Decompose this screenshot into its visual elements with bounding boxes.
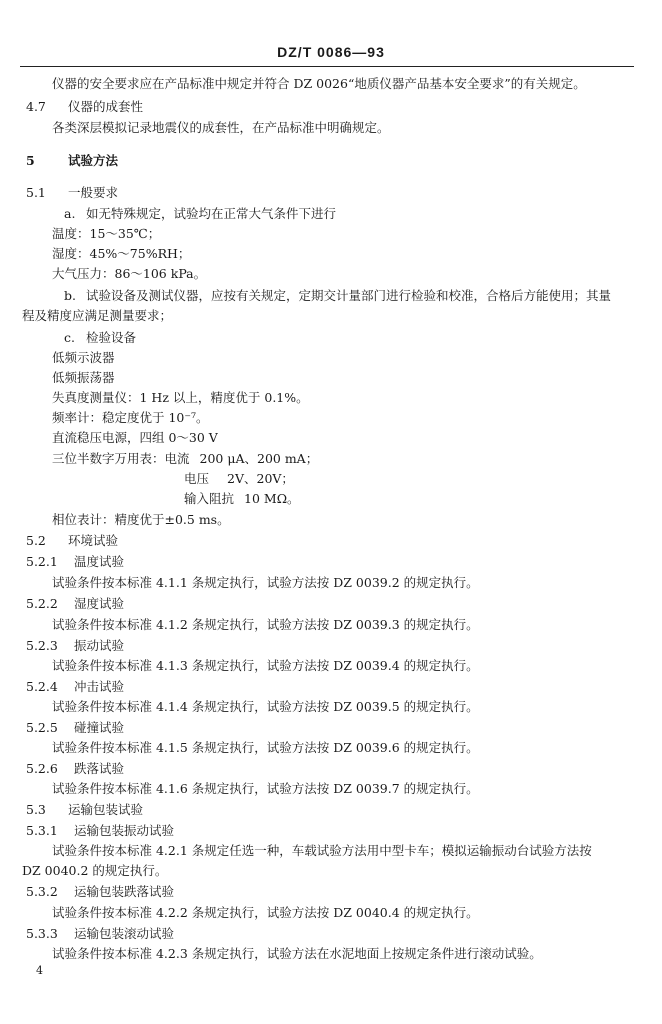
- section-heading-5: [26, 153, 118, 169]
- condition-temperature: 温度：15～35℃；: [52, 226, 161, 241]
- section-title: 环境试验: [68, 533, 119, 548]
- header-rule: [20, 66, 634, 67]
- document-code-header: DZ/T 0086—93: [277, 44, 385, 60]
- list-item-b: [64, 288, 611, 304]
- paragraph-line: 仪器的安全要求应在产品标准中规定并符合 DZ 0026“地质仪器产品基本安全要求”的有关规定。: [52, 76, 586, 91]
- multimeter-current: 200 μA、200 mA；: [199, 451, 319, 466]
- section-number: 5.2.3: [26, 638, 58, 653]
- multimeter-label: 三位半数字万用表：电流: [52, 451, 190, 466]
- section-number: 5.2: [26, 533, 46, 548]
- section-heading-5-3-1: [26, 823, 174, 839]
- section-title: 冲击试验: [74, 679, 125, 694]
- section-number: 5.2.2: [26, 596, 58, 611]
- section-number: 5.3.2: [26, 884, 58, 899]
- list-text: 检验设备: [86, 330, 137, 345]
- paragraph-line: 试验条件按本标准 4.1.6 条规定执行，试验方法按 DZ 0039.7 的规定执行。: [52, 781, 479, 796]
- section-heading-5-2-3: [26, 638, 124, 654]
- section-title: 仪器的成套性: [68, 99, 144, 114]
- paragraph-line: 试验条件按本标准 4.1.4 条规定执行，试验方法按 DZ 0039.5 的规定执行。: [52, 699, 479, 714]
- section-heading-5-2: [26, 533, 118, 549]
- multimeter-impedance-row: [184, 491, 300, 507]
- equipment-multimeter: [52, 451, 318, 467]
- section-heading-4-7: [26, 99, 143, 115]
- section-heading-5-3-3: [26, 926, 174, 942]
- section-number: 5.3.3: [26, 926, 58, 941]
- equipment-item: 低频示波器: [52, 350, 115, 365]
- paragraph-line: 试验条件按本标准 4.1.5 条规定执行，试验方法按 DZ 0039.6 的规定执行。: [52, 740, 479, 755]
- section-number: 5.3: [26, 802, 46, 817]
- list-label: b.: [64, 288, 76, 303]
- section-number: 5.1: [26, 185, 46, 200]
- multimeter-impedance-label: 输入阻抗: [184, 491, 235, 506]
- page-number: 4: [36, 964, 43, 977]
- section-number: 5.2.6: [26, 761, 58, 776]
- paragraph-line: 试验条件按本标准 4.2.1 条规定任选一种，车载试验方法用中型卡车；模拟运输振动台试验方法按: [52, 843, 592, 858]
- section-title: 运输包装跌落试验: [74, 884, 175, 899]
- section-title: 碰撞试验: [74, 720, 125, 735]
- section-heading-5-3: [26, 802, 143, 818]
- paragraph-line: 试验条件按本标准 4.1.3 条规定执行，试验方法按 DZ 0039.4 的规定执行。: [52, 658, 479, 673]
- multimeter-voltage: 2V、20V；: [227, 471, 294, 486]
- section-title: 运输包装滚动试验: [74, 926, 175, 941]
- equipment-item: 直流稳压电源，四组 0～30 V: [52, 430, 218, 445]
- list-item-a: [64, 206, 336, 222]
- equipment-item: 频率计：稳定度优于 10⁻⁷。: [52, 410, 209, 425]
- section-number: 5.2.1: [26, 554, 58, 569]
- list-item-c: [64, 330, 136, 346]
- section-heading-5-1: [26, 185, 118, 201]
- section-number: 5.2.5: [26, 720, 58, 735]
- multimeter-voltage-label: 电压: [184, 471, 210, 486]
- section-title: 跌落试验: [74, 761, 125, 776]
- section-heading-5-2-6: [26, 761, 124, 777]
- equipment-item: 失真度测量仪：1 Hz 以上，精度优于 0.1%。: [52, 390, 309, 405]
- section-title: 试验方法: [68, 153, 119, 168]
- section-title: 一般要求: [68, 185, 119, 200]
- paragraph-line: 各类深层模拟记录地震仪的成套性，在产品标准中明确规定。: [52, 120, 390, 135]
- section-title: 运输包装试验: [68, 802, 144, 817]
- section-heading-5-2-4: [26, 679, 124, 695]
- list-label: a.: [64, 206, 76, 221]
- section-title: 湿度试验: [74, 596, 125, 611]
- paragraph-line: 试验条件按本标准 4.2.2 条规定执行，试验方法按 DZ 0040.4 的规定执行。: [52, 905, 479, 920]
- multimeter-voltage-row: [184, 471, 294, 487]
- paragraph-line: 试验条件按本标准 4.2.3 条规定执行，试验方法在水泥地面上按规定条件进行滚动试验。: [52, 946, 542, 961]
- section-heading-5-2-1: [26, 554, 124, 570]
- multimeter-impedance: 10 MΩ。: [244, 491, 300, 506]
- section-title: 温度试验: [74, 554, 125, 569]
- condition-humidity: 湿度：45%～75%RH；: [52, 246, 191, 261]
- section-heading-5-3-2: [26, 884, 174, 900]
- section-title: 振动试验: [74, 638, 125, 653]
- paragraph-line: 程及精度应满足测量要求；: [22, 308, 173, 323]
- list-text: 如无特殊规定，试验均在正常大气条件下进行: [86, 206, 337, 221]
- section-number: 4.7: [26, 99, 46, 114]
- section-number: 5.3.1: [26, 823, 58, 838]
- equipment-item: 相位表计：精度优于±0.5 ms。: [52, 512, 230, 527]
- paragraph-line: 试验条件按本标准 4.1.2 条规定执行，试验方法按 DZ 0039.3 的规定执行。: [52, 617, 479, 632]
- list-text: 试验设备及测试仪器，应按有关规定，定期交计量部门进行检验和校准，合格后方能使用；其量: [86, 288, 612, 303]
- section-heading-5-2-2: [26, 596, 124, 612]
- list-label: c.: [64, 330, 75, 345]
- section-heading-5-2-5: [26, 720, 124, 736]
- section-number: 5: [26, 153, 35, 168]
- condition-pressure: 大气压力：86～106 kPa。: [52, 266, 207, 281]
- section-number: 5.2.4: [26, 679, 58, 694]
- paragraph-line: DZ 0040.2 的规定执行。: [22, 863, 168, 878]
- section-title: 运输包装振动试验: [74, 823, 175, 838]
- equipment-item: 低频振荡器: [52, 370, 115, 385]
- paragraph-line: 试验条件按本标准 4.1.1 条规定执行，试验方法按 DZ 0039.2 的规定执行。: [52, 575, 479, 590]
